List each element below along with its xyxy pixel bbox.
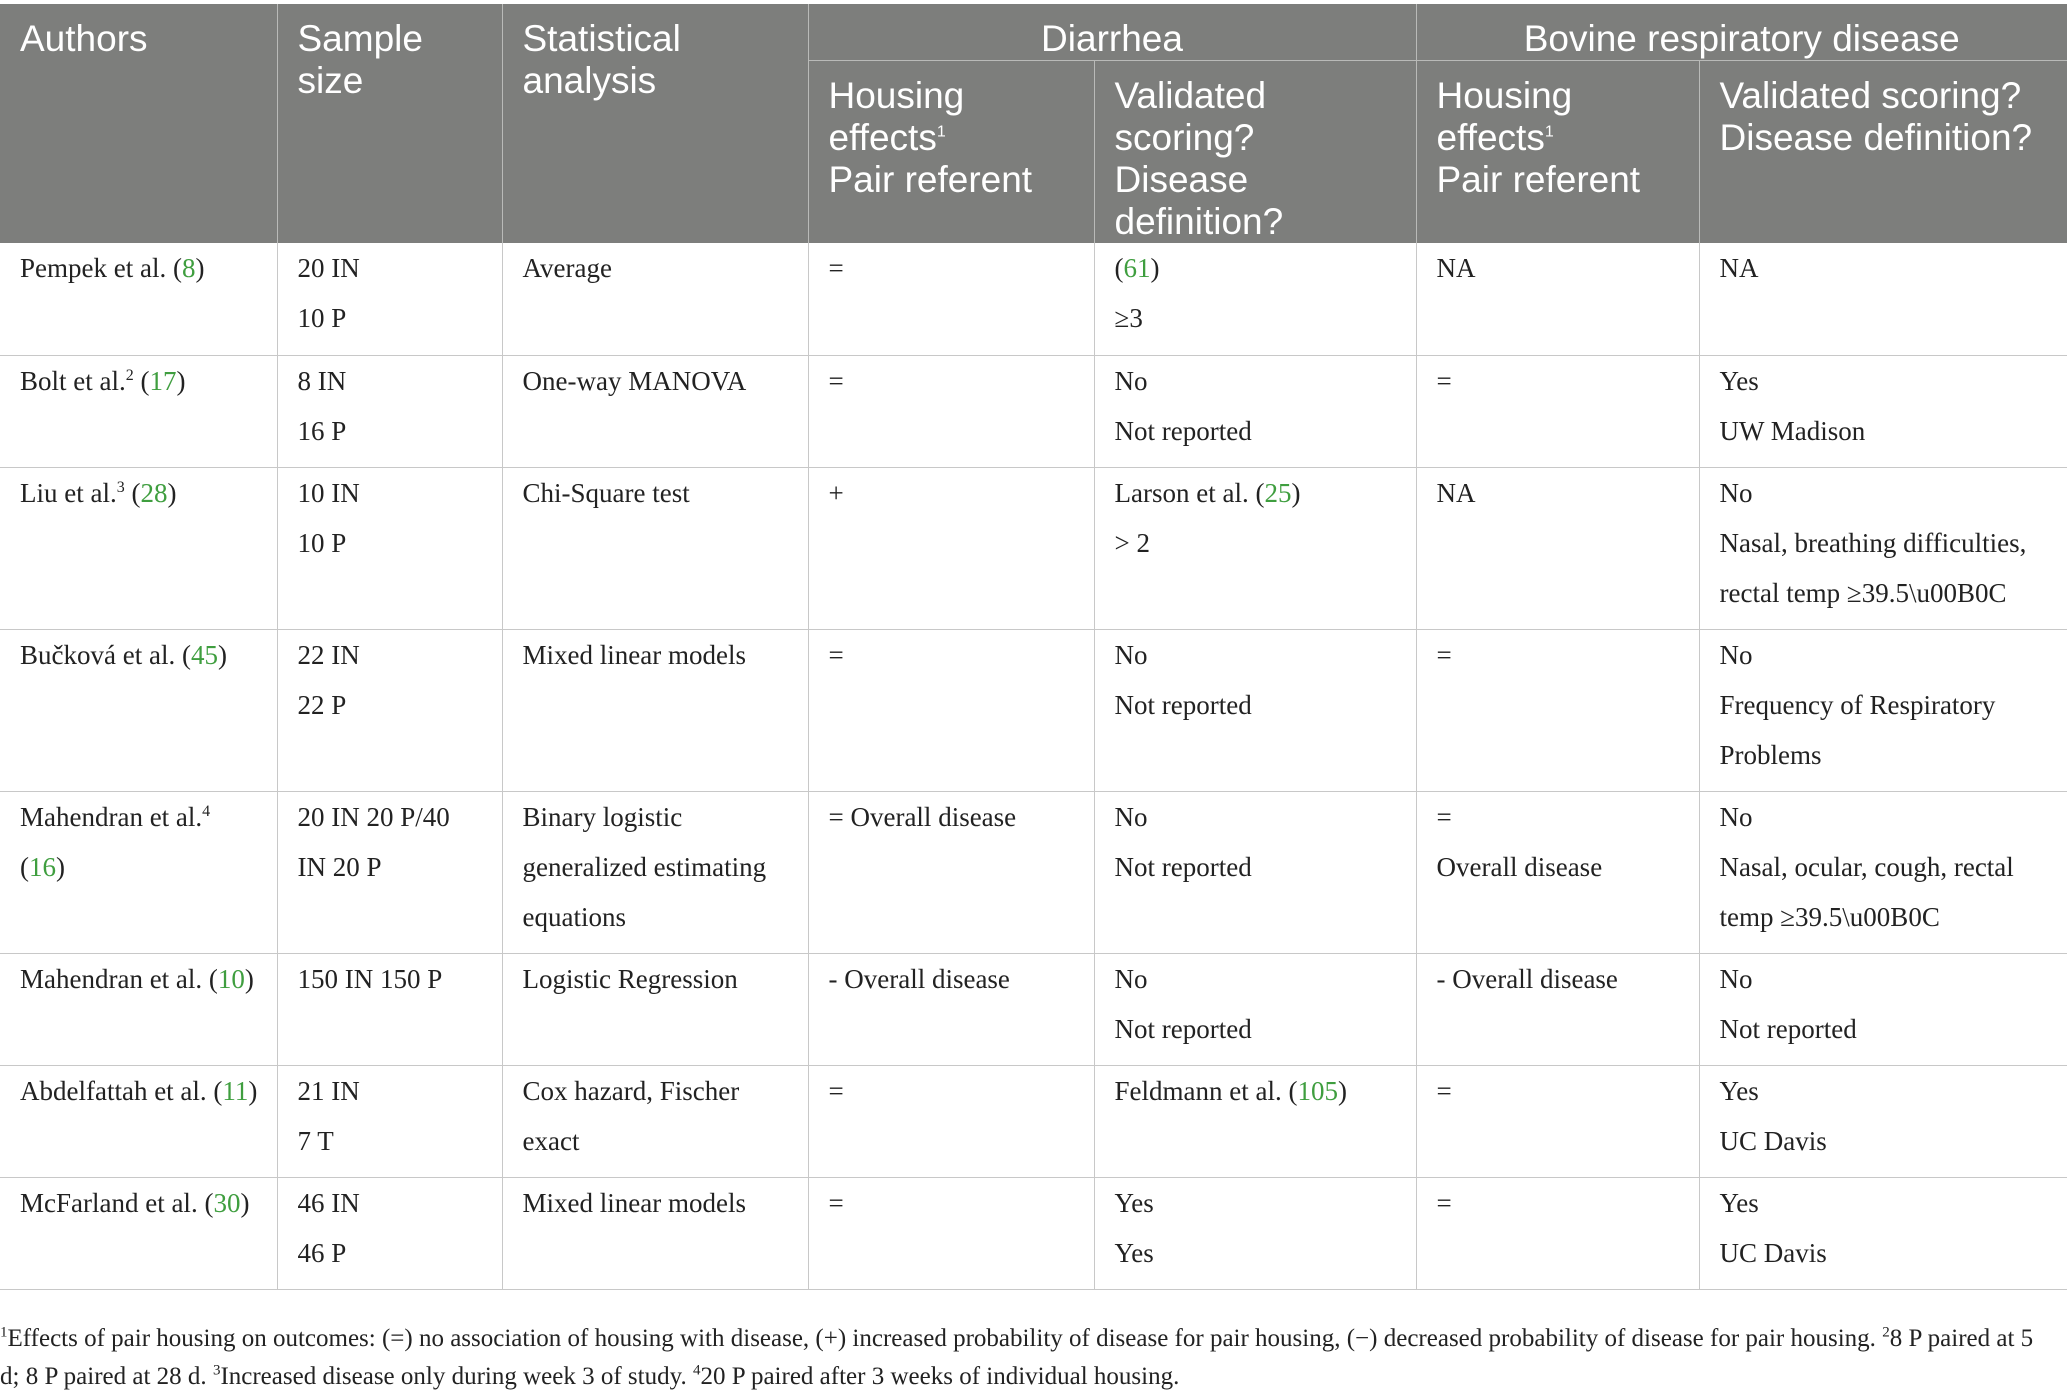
cell-brd-scoring xyxy=(1699,355,2067,467)
cell-sample-size: 22 IN 22 P xyxy=(277,629,502,791)
footnote-text: Increased disease only during week 3 of study. xyxy=(220,1363,693,1390)
pair-referent-label: Pair referent xyxy=(1436,159,1641,200)
cell-brd-scoring xyxy=(1699,629,2067,791)
cell-diarrhea-housing: = xyxy=(808,629,1094,791)
footnote-number: 3 xyxy=(212,1362,221,1379)
cell-diarrhea-scoring xyxy=(1094,1177,1416,1289)
footnote-ref: 1 xyxy=(936,123,946,141)
disease-definition: Nasal, breathing difficulties, rectal temp ≥39.5\u00B0C xyxy=(1719,527,2027,608)
footnote-number: 2 xyxy=(1882,1324,1890,1341)
footnote-text: 20 P paired after 3 weeks of individual housing. xyxy=(700,1363,1180,1390)
table-row xyxy=(0,355,2067,467)
cell-author: Bučková et al. (45) xyxy=(0,629,277,791)
cell-sample-size: 46 IN 46 P xyxy=(277,1177,502,1289)
cell-brd-housing: = xyxy=(1416,355,1699,467)
footnote-text: Effects of pair housing on outcomes: (=) no association of housing with disease, (+) increased probability of disease for pair housing, (−) decreased probability of disease for pair housing. xyxy=(7,1325,1883,1352)
cell-author: McFarland et al. (30) xyxy=(0,1177,277,1289)
disease-definition: Not reported xyxy=(1114,1013,1252,1044)
housing-effects-label: Housing effects xyxy=(828,75,965,158)
cell-brd-scoring xyxy=(1699,791,2067,953)
citation-link[interactable]: 30 xyxy=(213,1187,241,1218)
citation-link[interactable]: 45 xyxy=(190,639,218,670)
disease-definition: UW Madison xyxy=(1719,415,1866,446)
header-diarrhea-scoring xyxy=(1094,61,1416,244)
scoring-text-end: ) xyxy=(1337,1075,1347,1106)
footnote-text: 8 P paired at 5 d; 8 P paired at 28 d. xyxy=(0,1325,2034,1390)
validated-scoring-label: Validated scoring? xyxy=(1719,75,2022,116)
author-name: Pempek et al. xyxy=(20,253,167,283)
cell-diarrhea-housing: = xyxy=(808,1177,1094,1289)
footnote xyxy=(0,1325,1882,1352)
cell-statistical-analysis: Cox hazard, Fischer exact xyxy=(502,1065,808,1177)
table-body xyxy=(0,243,2067,1289)
cell-brd-scoring xyxy=(1699,1065,2067,1177)
cell-sample-size: 10 IN 10 P xyxy=(277,467,502,629)
footnote-number: 1 xyxy=(0,1324,8,1341)
scoring-text: Yes xyxy=(1719,365,1759,396)
author-name: Liu et al. xyxy=(20,477,117,508)
disease-definition: Nasal, ocular, cough, rectal temp ≥39.5\u00B0C xyxy=(1719,851,2014,932)
disease-definition: Not reported xyxy=(1114,689,1252,720)
table-row xyxy=(0,953,2067,1065)
header-brd-scoring xyxy=(1699,61,2067,244)
author-name: Bučková et al. xyxy=(20,639,176,670)
disease-definition: UC Davis xyxy=(1719,1237,1827,1268)
disease-definition: > 2 xyxy=(1114,527,1150,558)
table-header xyxy=(0,4,2067,243)
header-authors: Authors xyxy=(0,4,277,243)
header-statistical-analysis: Statistical analysis xyxy=(502,4,808,243)
citation-link[interactable]: 8 xyxy=(181,253,196,283)
cell-diarrhea-housing: = Overall disease xyxy=(808,791,1094,953)
disease-definition: ≥3 xyxy=(1114,303,1143,333)
cell-sample-size: 20 IN 20 P/40 IN 20 P xyxy=(277,791,502,953)
cell-statistical-analysis: Binary logistic generalized estimating equations xyxy=(502,791,808,953)
header-brd: Bovine respiratory disease xyxy=(1416,4,2067,61)
cell-author: Pempek et al. (8) xyxy=(0,243,277,355)
cell-brd-housing: NA xyxy=(1416,243,1699,355)
scoring-text: Feldmann et al. ( xyxy=(1114,1075,1298,1106)
author-name: Abdelfattah et al. xyxy=(20,1075,207,1106)
cell-diarrhea-scoring xyxy=(1094,355,1416,467)
cell-statistical-analysis: One-way MANOVA xyxy=(502,355,808,467)
cell-author: Liu et al.$^3$ (28) xyxy=(0,467,277,629)
disease-definition: Not reported xyxy=(1114,415,1252,446)
disease-definition: Yes xyxy=(1114,1237,1154,1268)
citation-link[interactable]: 17 xyxy=(149,365,177,396)
cell-diarrhea-scoring xyxy=(1094,1065,1416,1177)
citation-link[interactable]: 11 xyxy=(222,1075,249,1106)
scoring-text: No xyxy=(1114,365,1148,396)
housing-effects-label: Housing effects xyxy=(1436,75,1573,158)
cell-sample-size: 8 IN 16 P xyxy=(277,355,502,467)
cell-sample-size: 20 IN 10 P xyxy=(277,243,502,355)
cell-diarrhea-housing: - Overall disease xyxy=(808,953,1094,1065)
cell-statistical-analysis: Mixed linear models xyxy=(502,629,808,791)
scoring-text: Yes xyxy=(1114,1187,1154,1218)
pair-referent-label: Pair referent xyxy=(828,159,1033,200)
header-sample-size: Sample size xyxy=(277,4,502,243)
cell-statistical-analysis: Mixed linear models xyxy=(502,1177,808,1289)
disease-definition: Frequency of Respiratory Problems xyxy=(1719,689,1996,770)
disease-definition: Not reported xyxy=(1719,1013,1857,1044)
cell-statistical-analysis: Logistic Regression xyxy=(502,953,808,1065)
cell-brd-housing: NA xyxy=(1416,467,1699,629)
cell-diarrhea-housing: + xyxy=(808,467,1094,629)
cell-brd-housing: = xyxy=(1416,629,1699,791)
citation-link[interactable]: 61 xyxy=(1123,253,1151,283)
author-name: McFarland et al. xyxy=(20,1187,198,1218)
scoring-text: NA xyxy=(1719,253,1759,283)
disease-definition-label: Disease definition? xyxy=(1114,159,1284,242)
footnote-number: 4 xyxy=(692,1362,701,1379)
scoring-text: No xyxy=(1719,801,1753,832)
disease-definition: UC Davis xyxy=(1719,1125,1827,1156)
cell-brd-housing: - Overall disease xyxy=(1416,953,1699,1065)
table-row xyxy=(0,791,2067,953)
table-row xyxy=(0,1177,2067,1289)
cell-brd-housing: = Overall disease xyxy=(1416,791,1699,953)
cell-diarrhea-scoring xyxy=(1094,467,1416,629)
cell-author: Abdelfattah et al. (11) xyxy=(0,1065,277,1177)
footnote xyxy=(213,1363,693,1390)
cell-sample-size: 21 IN 7 T xyxy=(277,1065,502,1177)
cell-sample-size: 150 IN 150 P xyxy=(277,953,502,1065)
scoring-text: No xyxy=(1114,963,1148,994)
data-table xyxy=(0,4,2067,1290)
table-row xyxy=(0,629,2067,791)
cell-diarrhea-housing: = xyxy=(808,243,1094,355)
cell-brd-housing: = xyxy=(1416,1177,1699,1289)
disease-definition: Not reported xyxy=(1114,851,1252,882)
scoring-text: No xyxy=(1114,639,1148,670)
cell-brd-scoring xyxy=(1699,467,2067,629)
scoring-text: No xyxy=(1719,477,1753,508)
validated-scoring-label: Validated scoring? xyxy=(1114,75,1267,158)
footnote xyxy=(693,1363,1179,1390)
scoring-text: Yes xyxy=(1719,1187,1759,1218)
table-row xyxy=(0,467,2067,629)
citation-link[interactable]: 105 xyxy=(1297,1075,1338,1106)
footnote-ref: 1 xyxy=(1544,123,1554,141)
author-name: Mahendran et al. xyxy=(20,963,203,994)
cell-author: Mahendran et al.$^4$ (16) xyxy=(0,791,277,953)
table-footnotes xyxy=(0,1320,2050,1396)
header-brd-housing xyxy=(1416,61,1699,244)
table-row xyxy=(0,243,2067,355)
scoring-text: No xyxy=(1719,963,1753,994)
cell-brd-scoring xyxy=(1699,953,2067,1065)
cell-diarrhea-housing: = xyxy=(808,355,1094,467)
scoring-text-end: ) xyxy=(1291,477,1301,508)
disease-definition-label: Disease definition? xyxy=(1719,117,2033,158)
header-diarrhea: Diarrhea xyxy=(808,4,1416,61)
cell-diarrhea-scoring xyxy=(1094,953,1416,1065)
cell-statistical-analysis: Average xyxy=(502,243,808,355)
scoring-text: Yes xyxy=(1719,1075,1759,1106)
header-diarrhea-housing xyxy=(808,61,1094,244)
cell-diarrhea-scoring xyxy=(1094,629,1416,791)
cell-brd-scoring xyxy=(1699,1177,2067,1289)
table-row xyxy=(0,1065,2067,1177)
cell-diarrhea-scoring xyxy=(1094,791,1416,953)
author-footnote: 3 xyxy=(116,478,125,496)
scoring-text: ( xyxy=(1114,253,1124,283)
citation-link[interactable]: 25 xyxy=(1264,477,1292,508)
scoring-text: No xyxy=(1719,639,1753,670)
author-name: Mahendran et al. xyxy=(20,801,203,832)
cell-diarrhea-scoring xyxy=(1094,243,1416,355)
citation-link[interactable]: 28 xyxy=(140,477,168,508)
author-name: Bolt et al. xyxy=(20,365,126,396)
scoring-text: Larson et al. ( xyxy=(1114,477,1265,508)
cell-statistical-analysis: Chi-Square test xyxy=(502,467,808,629)
citation-link[interactable]: 16 xyxy=(29,851,56,882)
cell-diarrhea-housing: = xyxy=(808,1065,1094,1177)
cell-author: Mahendran et al. (10) xyxy=(0,953,277,1065)
cell-brd-scoring xyxy=(1699,243,2067,355)
scoring-text-end: ) xyxy=(1150,253,1160,283)
cell-author: Bolt et al.$^2$ (17) xyxy=(0,355,277,467)
citation-link[interactable]: 10 xyxy=(217,963,245,994)
cell-brd-housing: = xyxy=(1416,1065,1699,1177)
author-footnote: 4 xyxy=(202,802,211,820)
scoring-text: No xyxy=(1114,801,1148,832)
author-footnote: 2 xyxy=(125,366,134,384)
